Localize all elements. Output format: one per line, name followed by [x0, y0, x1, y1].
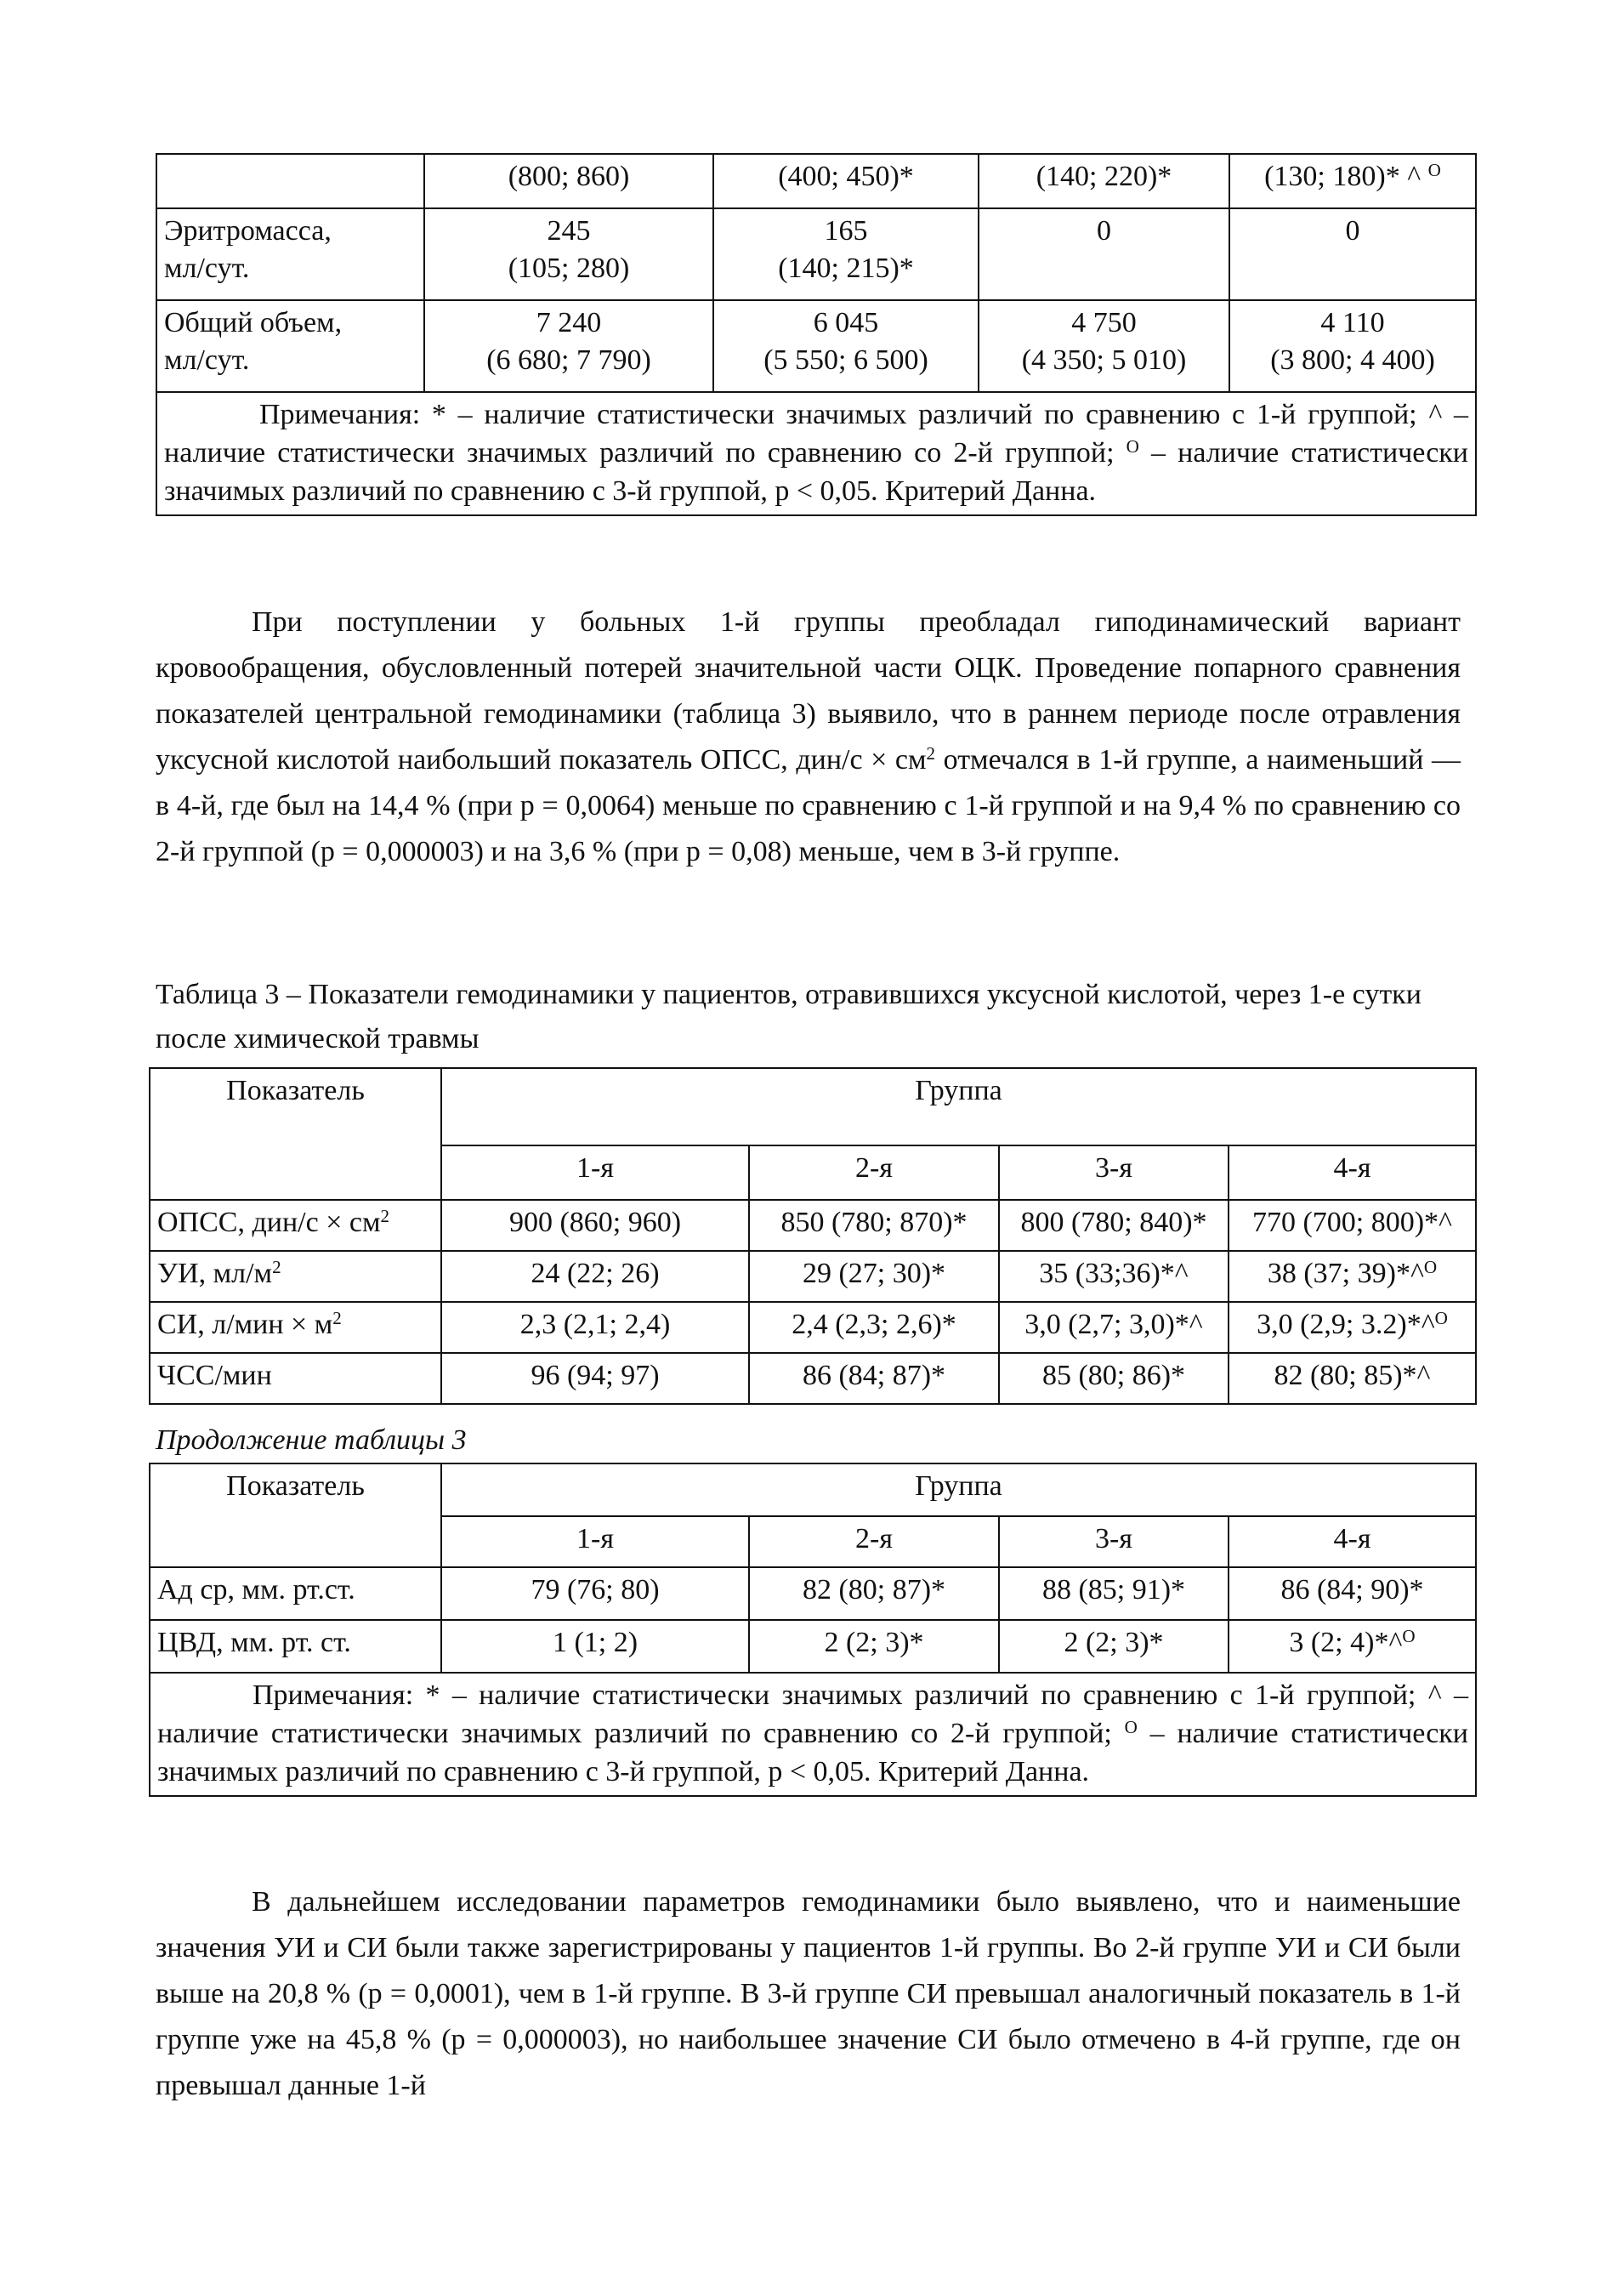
group-header: 3-я	[999, 1516, 1229, 1567]
table-row	[150, 1251, 1476, 1302]
table-cell: 2,4 (2,3; 2,6)*	[749, 1302, 999, 1353]
table-cell: 82 (80; 85)*^	[1229, 1353, 1476, 1404]
table-3-continuation	[149, 1463, 1477, 1797]
table-cell: 85 (80; 86)*	[999, 1353, 1229, 1404]
table-header-row	[150, 1068, 1476, 1145]
table-cell: 4 110 (3 800; 4 400)	[1229, 300, 1476, 392]
table-note: Примечания: * – наличие статистически значимых различий по сравнению с 1-й группой; ^ –наличие статистически значимых различий по сравнению со 2-й группой; $^O$ – наличие статистически значимых различий по сравнению с 3-й группой, р < 0,05. Критерий Данна.	[156, 392, 1476, 515]
table-cell: 6 045 (5 550; 6 500)	[713, 300, 979, 392]
table-cell: 3 (2; 4)*^$^O$	[1229, 1620, 1476, 1673]
table-cell: 0	[979, 208, 1229, 300]
row-label: Общий объем, мл/сут.	[156, 300, 424, 392]
row-label: ОПСС, $дин/с \times см^2$	[150, 1200, 441, 1251]
table-row	[150, 1200, 1476, 1251]
table-cell: (400; 450)*	[713, 154, 979, 208]
table-row	[150, 1567, 1476, 1620]
table-cell: 96 (94; 97)	[441, 1353, 749, 1404]
table-cell	[156, 154, 424, 208]
table-row	[150, 1353, 1476, 1404]
header-group: Группа	[441, 1463, 1476, 1516]
table-cell: 2,3 (2,1; 2,4)	[441, 1302, 749, 1353]
group-header: 4-я	[1229, 1145, 1476, 1200]
header-indicator: Показатель	[150, 1068, 441, 1200]
table-cell: 2 (2; 3)*	[749, 1620, 999, 1673]
table-row	[156, 300, 1476, 392]
table-row	[156, 154, 1476, 208]
table-row	[150, 1673, 1476, 1796]
table-cell: 4 750 (4 350; 5 010)	[979, 300, 1229, 392]
table-cell: (800; 860)	[424, 154, 713, 208]
group-header: 2-я	[749, 1516, 999, 1567]
table-3	[149, 1067, 1477, 1405]
superscript-mark: O	[1427, 160, 1441, 181]
row-label: УИ, $мл/м^2$	[150, 1251, 441, 1302]
table-row	[156, 208, 1476, 300]
continuation-title: Продолжение таблицы 3	[156, 1424, 467, 1456]
body-paragraph: При поступлении у больных 1-й группы преобладал гиподинамический вариант кровообращения, обусловленный потерей значительной части ОЦК. Проведение попарного сравнения показателей центральной гемодинамики (таблица 3) выявило, что в раннем периоде после отравления уксусной кислотой наибольший показатель ОПСС, $дин/с \times см^2$ отмечался в 1-й группе, а наименьший — в 4-й, где был на 14,4 % (при р = 0,0064) меньше по сравнению с 1-й группой и на 9,4 % по сравнению со 2-й группой (р = 0,000003) и на 3,6 % (при р = 0,08) меньше, чем в 3-й группе.	[156, 606, 1461, 867]
table-header-row	[150, 1463, 1476, 1516]
row-label: Ад ср, мм. рт.ст.	[150, 1567, 441, 1620]
table-cell: 3,0 (2,9; 3.2)*^$^O$	[1229, 1302, 1476, 1353]
table-cell: 800 (780; 840)*	[999, 1200, 1229, 1251]
table-cell: 35 (33;36)*^	[999, 1251, 1229, 1302]
table-row	[156, 392, 1476, 515]
group-header: 2-я	[749, 1145, 999, 1200]
table-2-continuation	[156, 153, 1477, 516]
table-cell: 1 (1; 2)	[441, 1620, 749, 1673]
row-label: СИ, $л/мин \times м^2$	[150, 1302, 441, 1353]
table-cell: 38 (37; 39)*^$^O$	[1229, 1251, 1476, 1302]
group-header: 1-я	[441, 1145, 749, 1200]
table-cell: 770 (700; 800)*^	[1229, 1200, 1476, 1251]
group-header: 4-я	[1229, 1516, 1476, 1567]
table-cell: 165 (140; 215)*	[713, 208, 979, 300]
table-cell: 88 (85; 91)*	[999, 1567, 1229, 1620]
table-cell: 82 (80; 87)*	[749, 1567, 999, 1620]
table-note: Примечания: * – наличие статистически значимых различий по сравнению с 1-й группой; ^ –наличие статистически значимых различий по сравнению со 2-й группой; $^O$ – наличие статистически значимых различий по сравнению с 3-й группой, р < 0,05. Критерий Данна.	[150, 1673, 1476, 1796]
table-caption: Таблица 3 – Показатели гемодинамики у пациентов, отравившихся уксусной кислотой, через 1-е сутки после химической травмы	[156, 979, 1422, 1054]
group-header: 3-я	[999, 1145, 1229, 1200]
table-row	[150, 1302, 1476, 1353]
table-cell: 900 (860; 960)	[441, 1200, 749, 1251]
table-cell: 850 (780; 870)*	[749, 1200, 999, 1251]
body-paragraph: В дальнейшем исследовании параметров гемодинамики было выявлено, что и наименьшие значения УИ и СИ были также зарегистрированы у пациентов 1-й группы. Во 2-й группе УИ и СИ были выше на 20,8 % (р = 0,0001), чем в 1-й группе. В 3-й группе СИ превышал аналогичный показатель в 1-й группе уже на 45,8 % (р = 0,000003), но наибольшее значение СИ было отмечено в 4-й группе, где он превышал данные 1-й	[156, 1886, 1461, 2101]
table-cell: 7 240 (6 680; 7 790)	[424, 300, 713, 392]
header-group: Группа	[441, 1068, 1476, 1145]
table-cell	[1229, 154, 1476, 208]
header-indicator: Показатель	[150, 1463, 441, 1567]
row-label: ЧСС/мин	[150, 1353, 441, 1404]
table-cell: 24 (22; 26)	[441, 1251, 749, 1302]
table-cell: 86 (84; 87)*	[749, 1353, 999, 1404]
row-label: Эритромасса, мл/сут.	[156, 208, 424, 300]
table-cell: (140; 220)*	[979, 154, 1229, 208]
table-cell: 2 (2; 3)*	[999, 1620, 1229, 1673]
table-cell: 245 (105; 280)	[424, 208, 713, 300]
table-cell: 29 (27; 30)*	[749, 1251, 999, 1302]
table-cell: 86 (84; 90)*	[1229, 1567, 1476, 1620]
cell-value: (130; 180)* ^	[1264, 161, 1428, 192]
table-cell: 79 (76; 80)	[441, 1567, 749, 1620]
group-header: 1-я	[441, 1516, 749, 1567]
table-cell: 3,0 (2,7; 3,0)*^	[999, 1302, 1229, 1353]
table-cell: 0	[1229, 208, 1476, 300]
table-row	[150, 1620, 1476, 1673]
row-label: ЦВД, мм. рт. ст.	[150, 1620, 441, 1673]
